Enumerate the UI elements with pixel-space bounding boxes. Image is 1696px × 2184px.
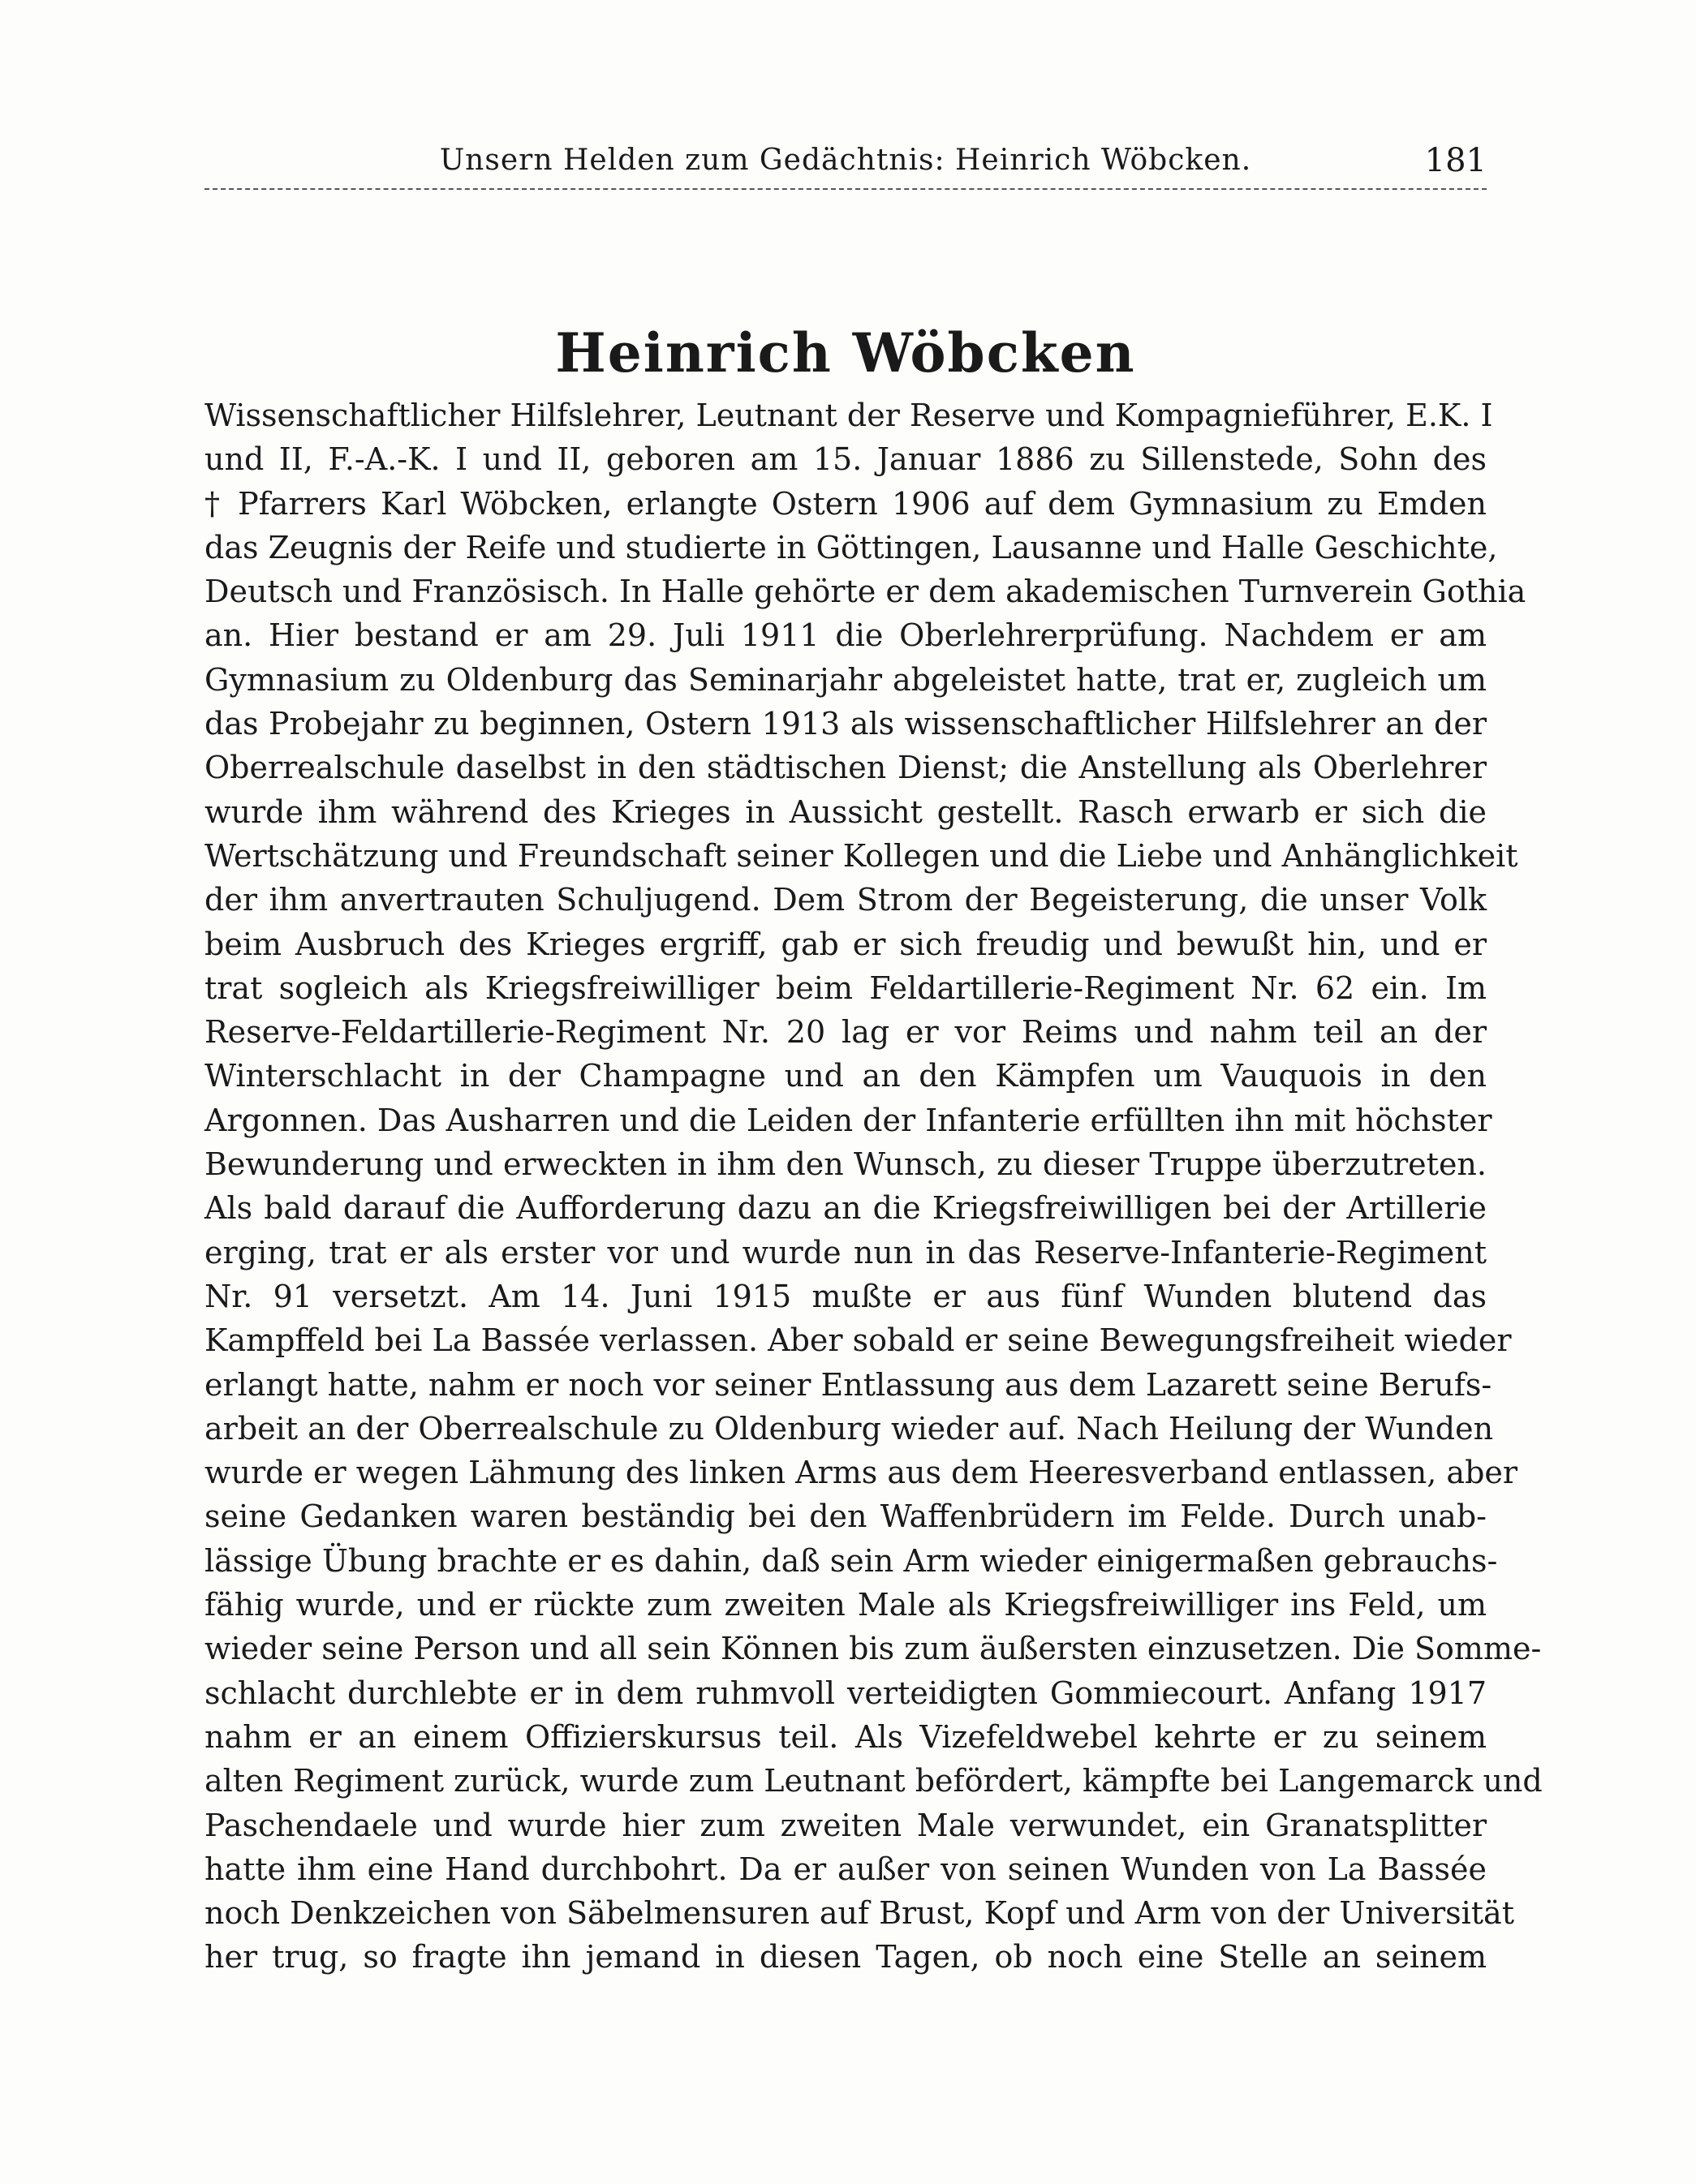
text-line: das Zeugnis der Reife und studierte in Göttingen, Lausanne und Halle Geschichte, bbox=[204, 529, 1498, 565]
text-line: Winterschlacht in der Champagne und an den Kämpfen um Vauquois in den bbox=[204, 1058, 1487, 1094]
text-line: her trug, so fragte ihn jemand in diesen Tagen, ob noch eine Stelle an seinem bbox=[204, 1939, 1487, 1975]
article-title: Heinrich Wöbcken bbox=[555, 321, 1136, 385]
text-line: noch Denkzeichen von Säbelmensuren auf Brust, Kopf und Arm von der Universität bbox=[204, 1895, 1514, 1932]
text-line: seine Gedanken waren beständig bei den Waffenbrüdern im Felde. Durch unab- bbox=[204, 1498, 1487, 1535]
text-line: Reserve-Feldartillerie-Regiment Nr. 20 lag er vor Reims und nahm teil an der bbox=[204, 1014, 1487, 1051]
text-line: trat sogleich als Kriegsfreiwilliger beim Feldartillerie-Regiment Nr. 62 ein. Im bbox=[204, 969, 1487, 1006]
running-header bbox=[204, 136, 1487, 185]
text-line: Paschendaele und wurde hier zum zweiten Male verwundet, ein Granatsplitter bbox=[204, 1807, 1487, 1843]
text-line: das Probejahr zu beginnen, Ostern 1913 als wissenschaftlicher Hilfslehrer an der bbox=[204, 706, 1487, 742]
text-line: Oberrealschule daselbst in den städtischen Dienst; die Anstellung als Oberlehrer bbox=[204, 750, 1487, 786]
text-line: an. Hier bestand er am 29. Juli 1911 die Oberlehrerprüfung. Nachdem er am bbox=[204, 617, 1487, 654]
text-line: lässige Übung brachte er es dahin, daß sein Arm wieder einigermaßen gebrauchs- bbox=[204, 1542, 1498, 1579]
text-line: schlacht durchlebte er in dem ruhmvoll verteidigten Gommiecourt. Anfang 1917 bbox=[204, 1675, 1487, 1711]
text-line: Wertschätzung und Freundschaft seiner Kollegen und die Liebe und Anhänglichkeit bbox=[204, 837, 1518, 874]
text-line: erging, trat er als erster vor und wurde nun in das Reserve-Infanterie-Regiment bbox=[204, 1234, 1487, 1270]
text-line: fähig wurde, und er rückte zum zweiten Male als Kriegsfreiwilliger ins Feld, um bbox=[204, 1587, 1487, 1623]
text-line: Kampffeld bei La Bassée verlassen. Aber sobald er seine Bewegungsfreiheit wieder bbox=[204, 1322, 1512, 1359]
text-line: wieder seine Person und all sein Können bis zum äußersten einzusetzen. Die Somme- bbox=[204, 1631, 1542, 1667]
text-line: und II, F.-A.-K. I und II, geboren am 15. Januar 1886 zu Sillenstede, Sohn des bbox=[204, 441, 1487, 478]
text-line: Als bald darauf die Aufforderung dazu an die Kriegsfreiwilligen bei der Artillerie bbox=[204, 1190, 1487, 1227]
text-line: arbeit an der Oberrealschule zu Oldenburg wieder auf. Nach Heilung der Wunden bbox=[204, 1410, 1494, 1447]
text-line: Argonnen. Das Ausharren und die Leiden der Infanterie erfüllten ihn mit höchster bbox=[204, 1102, 1492, 1138]
text-line: Deutsch und Französisch. In Halle gehörte er dem akademischen Turnverein Gothia bbox=[204, 574, 1526, 610]
text-line: alten Regiment zurück, wurde zum Leutnant befördert, kämpfte bei Langemarck und bbox=[204, 1763, 1543, 1799]
article-body bbox=[204, 393, 1543, 1980]
text-line: Bewunderung und erweckten in ihm den Wunsch, zu dieser Truppe überzutreten. bbox=[204, 1146, 1487, 1183]
page-number: 181 bbox=[1424, 142, 1487, 179]
text-line: Nr. 91 versetzt. Am 14. Juni 1915 mußte er aus fünf Wunden blutend das bbox=[204, 1278, 1487, 1314]
text-line: wurde er wegen Lähmung des linken Arms aus dem Heeresverband entlassen, aber bbox=[204, 1455, 1518, 1491]
text-line: wurde ihm während des Krieges in Aussicht gestellt. Rasch erwarb er sich die bbox=[204, 793, 1487, 830]
text-line: erlangt hatte, nahm er noch vor seiner Entlassung aus dem Lazarett seine Berufs- bbox=[204, 1366, 1492, 1403]
text-line: Wissenschaftlicher Hilfslehrer, Leutnant der Reserve und Kompagnieführer, E.K. I bbox=[204, 398, 1493, 433]
running-title: Unsern Helden zum Gedächtnis: Heinrich Wöbcken. bbox=[439, 144, 1252, 177]
text-line: Gymnasium zu Oldenburg das Seminarjahr abgeleistet hatte, trat er, zugleich um bbox=[204, 661, 1487, 698]
text-line: † Pfarrers Karl Wöbcken, erlangte Ostern 1906 auf dem Gymnasium zu Emden bbox=[204, 485, 1487, 522]
text-line: nahm er an einem Offizierskursus teil. Als Vizefeldwebel kehrte er zu seinem bbox=[204, 1718, 1487, 1755]
header-divider bbox=[204, 188, 1487, 190]
text-line: der ihm anvertrauten Schuljugend. Dem Strom der Begeisterung, die unser Volk bbox=[204, 882, 1487, 918]
text-line: hatte ihm eine Hand durchbohrt. Da er außer von seinen Wunden von La Bassée bbox=[204, 1851, 1487, 1887]
text-line: beim Ausbruch des Krieges ergriff, gab er sich freudig und bewußt hin, und er bbox=[204, 926, 1487, 962]
